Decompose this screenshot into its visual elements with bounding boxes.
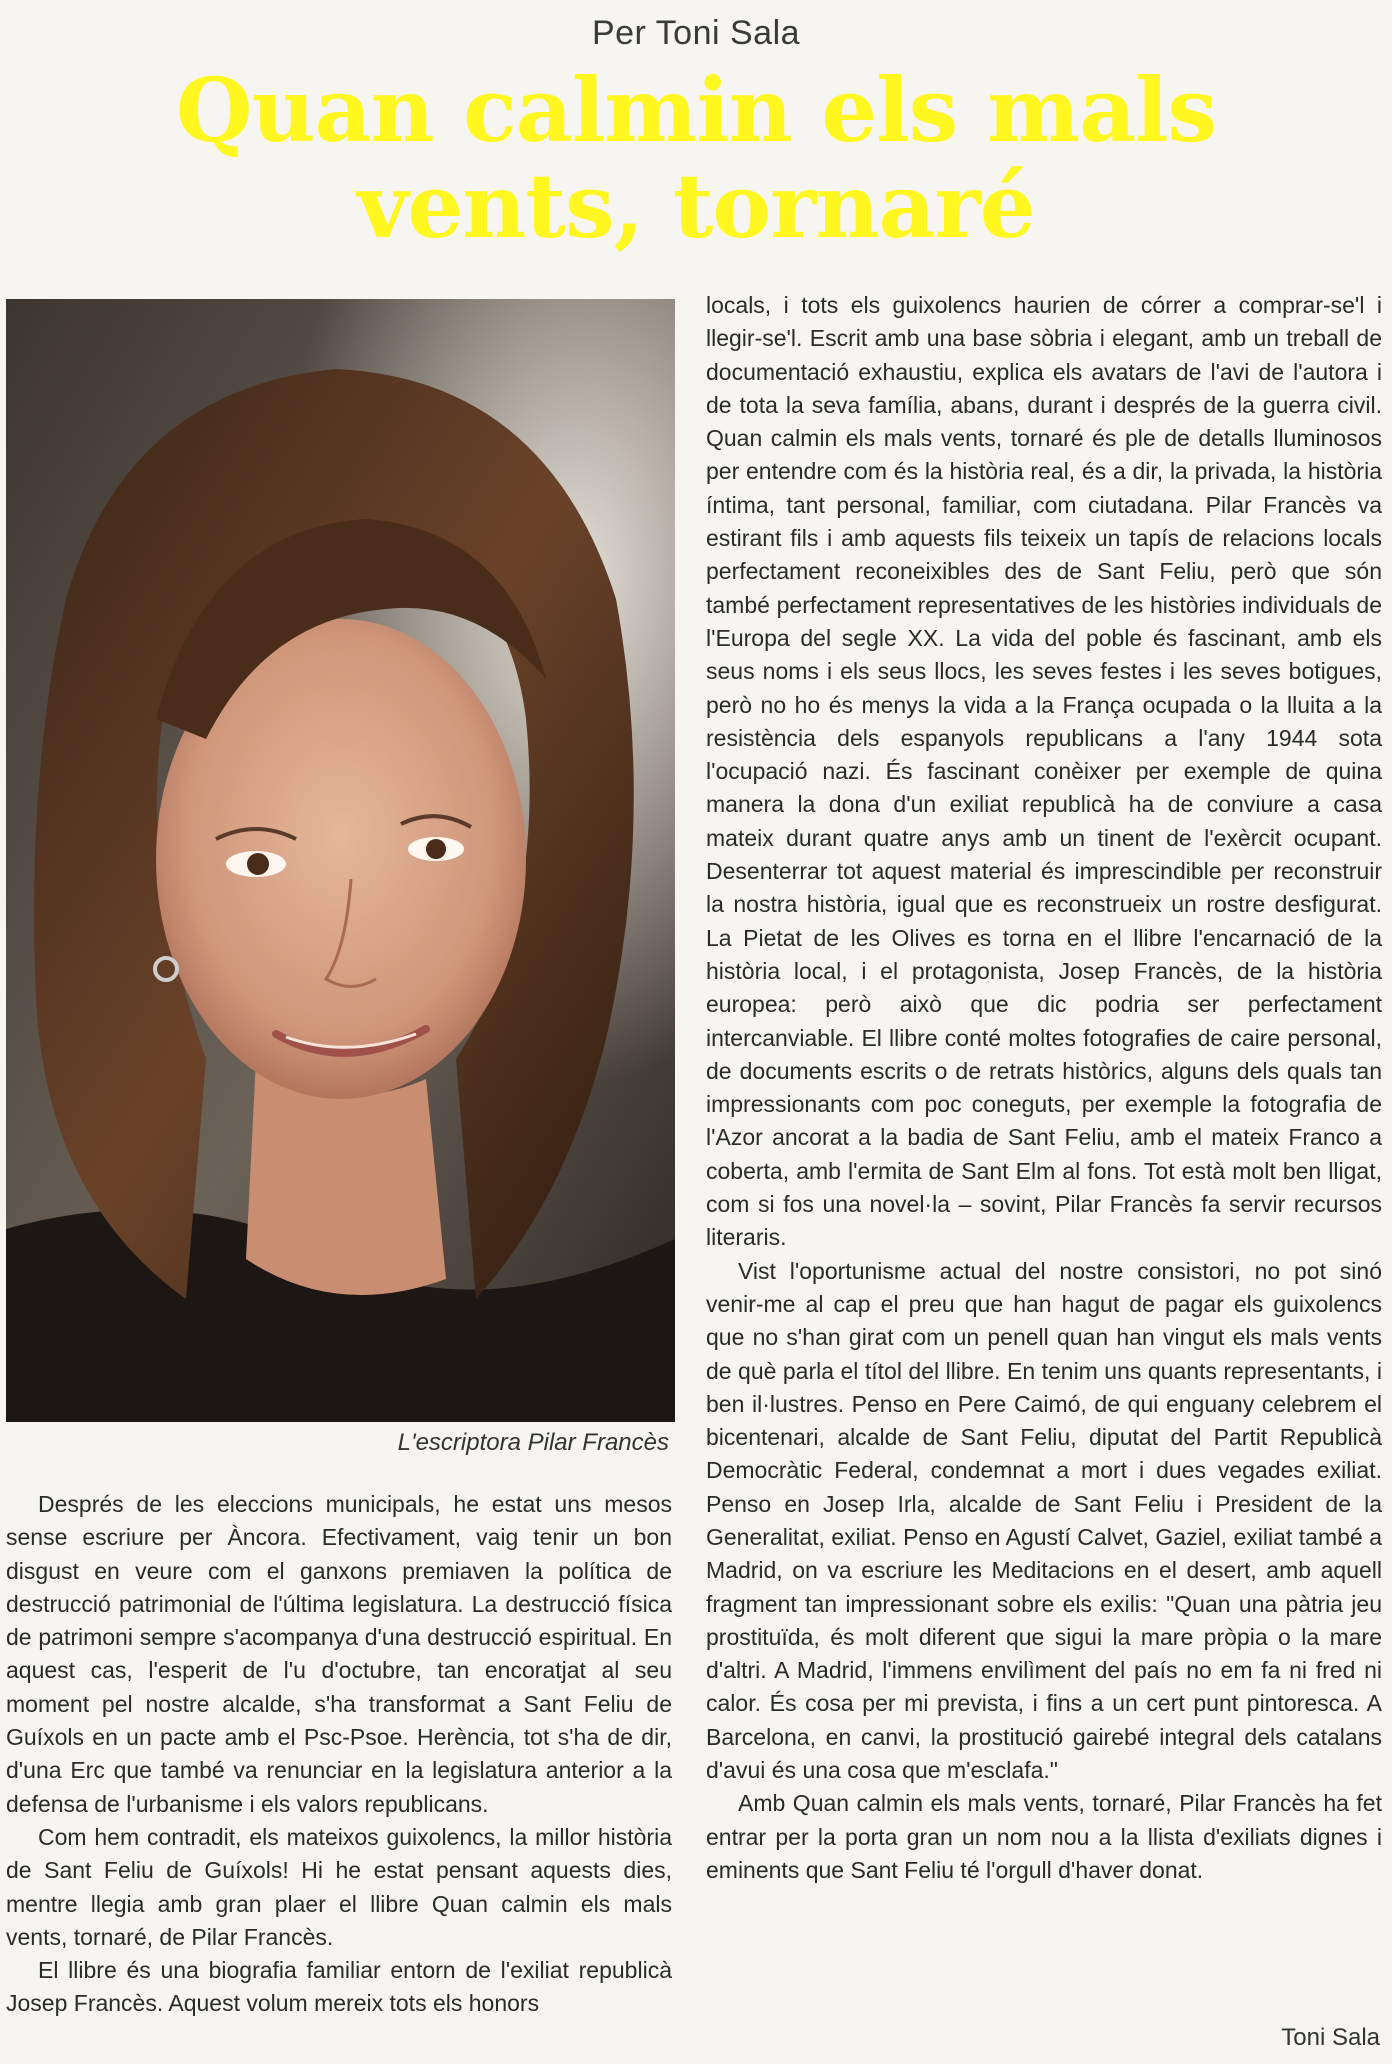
paragraph: Vist l'oportunisme actual del nostre consistori, no pot sinó venir-me al cap el preu que han hagut de pagar els guixolencs que no s'han girat com un penell quan han vingut els mals vents de què parla el títol del llibre. En tenim uns quants representants, i ben il·lustres. Penso en Pere Caimó, de qui enguany celebrem el bicentenari, alcalde de Sant Feliu, diputat del Partit Republicà Democràtic Federal, condemnat a mort i dues vegades exiliat. Penso en Josep Irla, alcalde de Sant Feliu i President de la Generalitat, exiliat. Penso en Agustí Calvet, Gaziel, exiliat també a Madrid, on va escriure les Meditacions en el desert, amb aquell fragment tan impressionant sobre els exilis: "Quan una pàtria jeu prostituïda, és molt diferent que sigui la mare pròpia o la mare d'altri. A Madrid, l'immens envilìment del país no em fa ni fred ni calor. És cosa per mi prevista, i fins a un cert punt pintoresca. A Barcelona, en canvi, la prostitució gairebé integral dels catalans d'avui és una cosa que m'esclafa." xyxy=(706,1257,1382,1784)
paragraph: locals, i tots els guixolencs haurien de córrer a comprar-se'l i llegir-se'l. Escrit amb una base sòbria i elegant, amb un treball de documentació exhaustiu, explica els avatars de l'avi de l'autora i de tota la seva família, abans, durant i després de la guerra civil. Quan calmin els mals vents, tornaré és ple de detalls lluminosos per entendre com és la història real, és a dir, la privada, la història íntima, tant personal, familiar, com ciutadana. Pilar Francès va estirant fils i amb aquests fils teixeix un tapís de relacions locals perfectament reconeixibles des de Sant Feliu, però que són també perfectament representatives de les històries individuals de l'Europa del segle XX. La vida del poble és fascinant, amb els seus noms i els seus llocs, les seves festes i les seves botigues, però no ho és menys la vida a la França ocupada o la lluita a la resistència dels espanyols republicans a l'any 1944 sota l'ocupació nazi. És fascinant conèixer per exemple de quina manera la dona d'un exiliat republicà ha de conviure a casa mateix durant quatre anys amb un tinent de l'exèrcit ocupant. Desenterrar tot aquest material és imprescindible per reconstruir la nostra història, igual que es reconstrueix un rostre desfigurat. La Pietat de les Olives es torna en el llibre l'encarnació de la història local, i el protagonista, Josep Francès, de la història europea: però això que dic podria ser perfectament intercanviable. El llibre conté moltes fotografies de caire personal, de documents escrits o de retrats històrics, alguns dels quals tan impressionants com poc coneguts, per exemple la fotografia de l'Azor ancorat a la badia de Sant Feliu, amb el mateix Franco a coberta, amb l'ermita de Sant Elm al fons. Tot està molt ben lligat, com si fos una novel·la – sovint, Pilar Francès fa servir recursos literaris. xyxy=(706,292,1382,1251)
article-byline: Per Toni Sala xyxy=(591,14,801,52)
article-column-left xyxy=(6,1488,672,2058)
paragraph: Com hem contradit, els mateixos guixolencs, la millor història de Sant Feliu de Guíxols! Hi he estat pensant aquests dies, mentre llegia amb gran plaer el llibre Quan calmin els mals vents, tornaré, de Pilar Francès. xyxy=(6,1823,672,1950)
paragraph: Després de les eleccions municipals, he estat uns mesos sense escriure per Àncora. Efectivament, vaig tenir un bon disgust en veure com el ganxons premiaven la política de destrucció patrimonial de l'última legislatura. La destrucció física de patrimoni sempre s'acompanya d'una destrucció espiritual. En aquest cas, l'esperit de l'u d'octubre, tan encoratjat al seu moment pel nostre alcalde, s'ha transformat a Sant Feliu de Guíxols en un pacte amb el Psc-Psoe. Herència, tot s'ha de dir, d'una Erc que també va renunciar en la legislatura anterior a la defensa de l'urbanisme i els valors republicans. xyxy=(6,1491,672,1817)
paragraph: Amb Quan calmin els mals vents, tornaré, Pilar Francès ha fet entrar per la porta gran un nom nou a la llista d'exiliats dignes i eminents que Sant Feliu té l'orgull d'haver donat. xyxy=(706,1790,1382,1883)
article-title-text: Quan calmin els mals vents, tornaré xyxy=(175,58,1217,258)
article-title xyxy=(0,58,1392,258)
paragraph: El llibre és una biografia familiar entorn de l'exiliat republicà Josep Francès. Aquest volum mereix tots els honors xyxy=(6,1957,672,2017)
photo-caption: L'escriptora Pilar Francès xyxy=(397,1429,669,1456)
author-photo xyxy=(6,299,675,1422)
author-signature: Toni Sala xyxy=(1281,2024,1380,2051)
article-column-right xyxy=(706,289,1382,2009)
